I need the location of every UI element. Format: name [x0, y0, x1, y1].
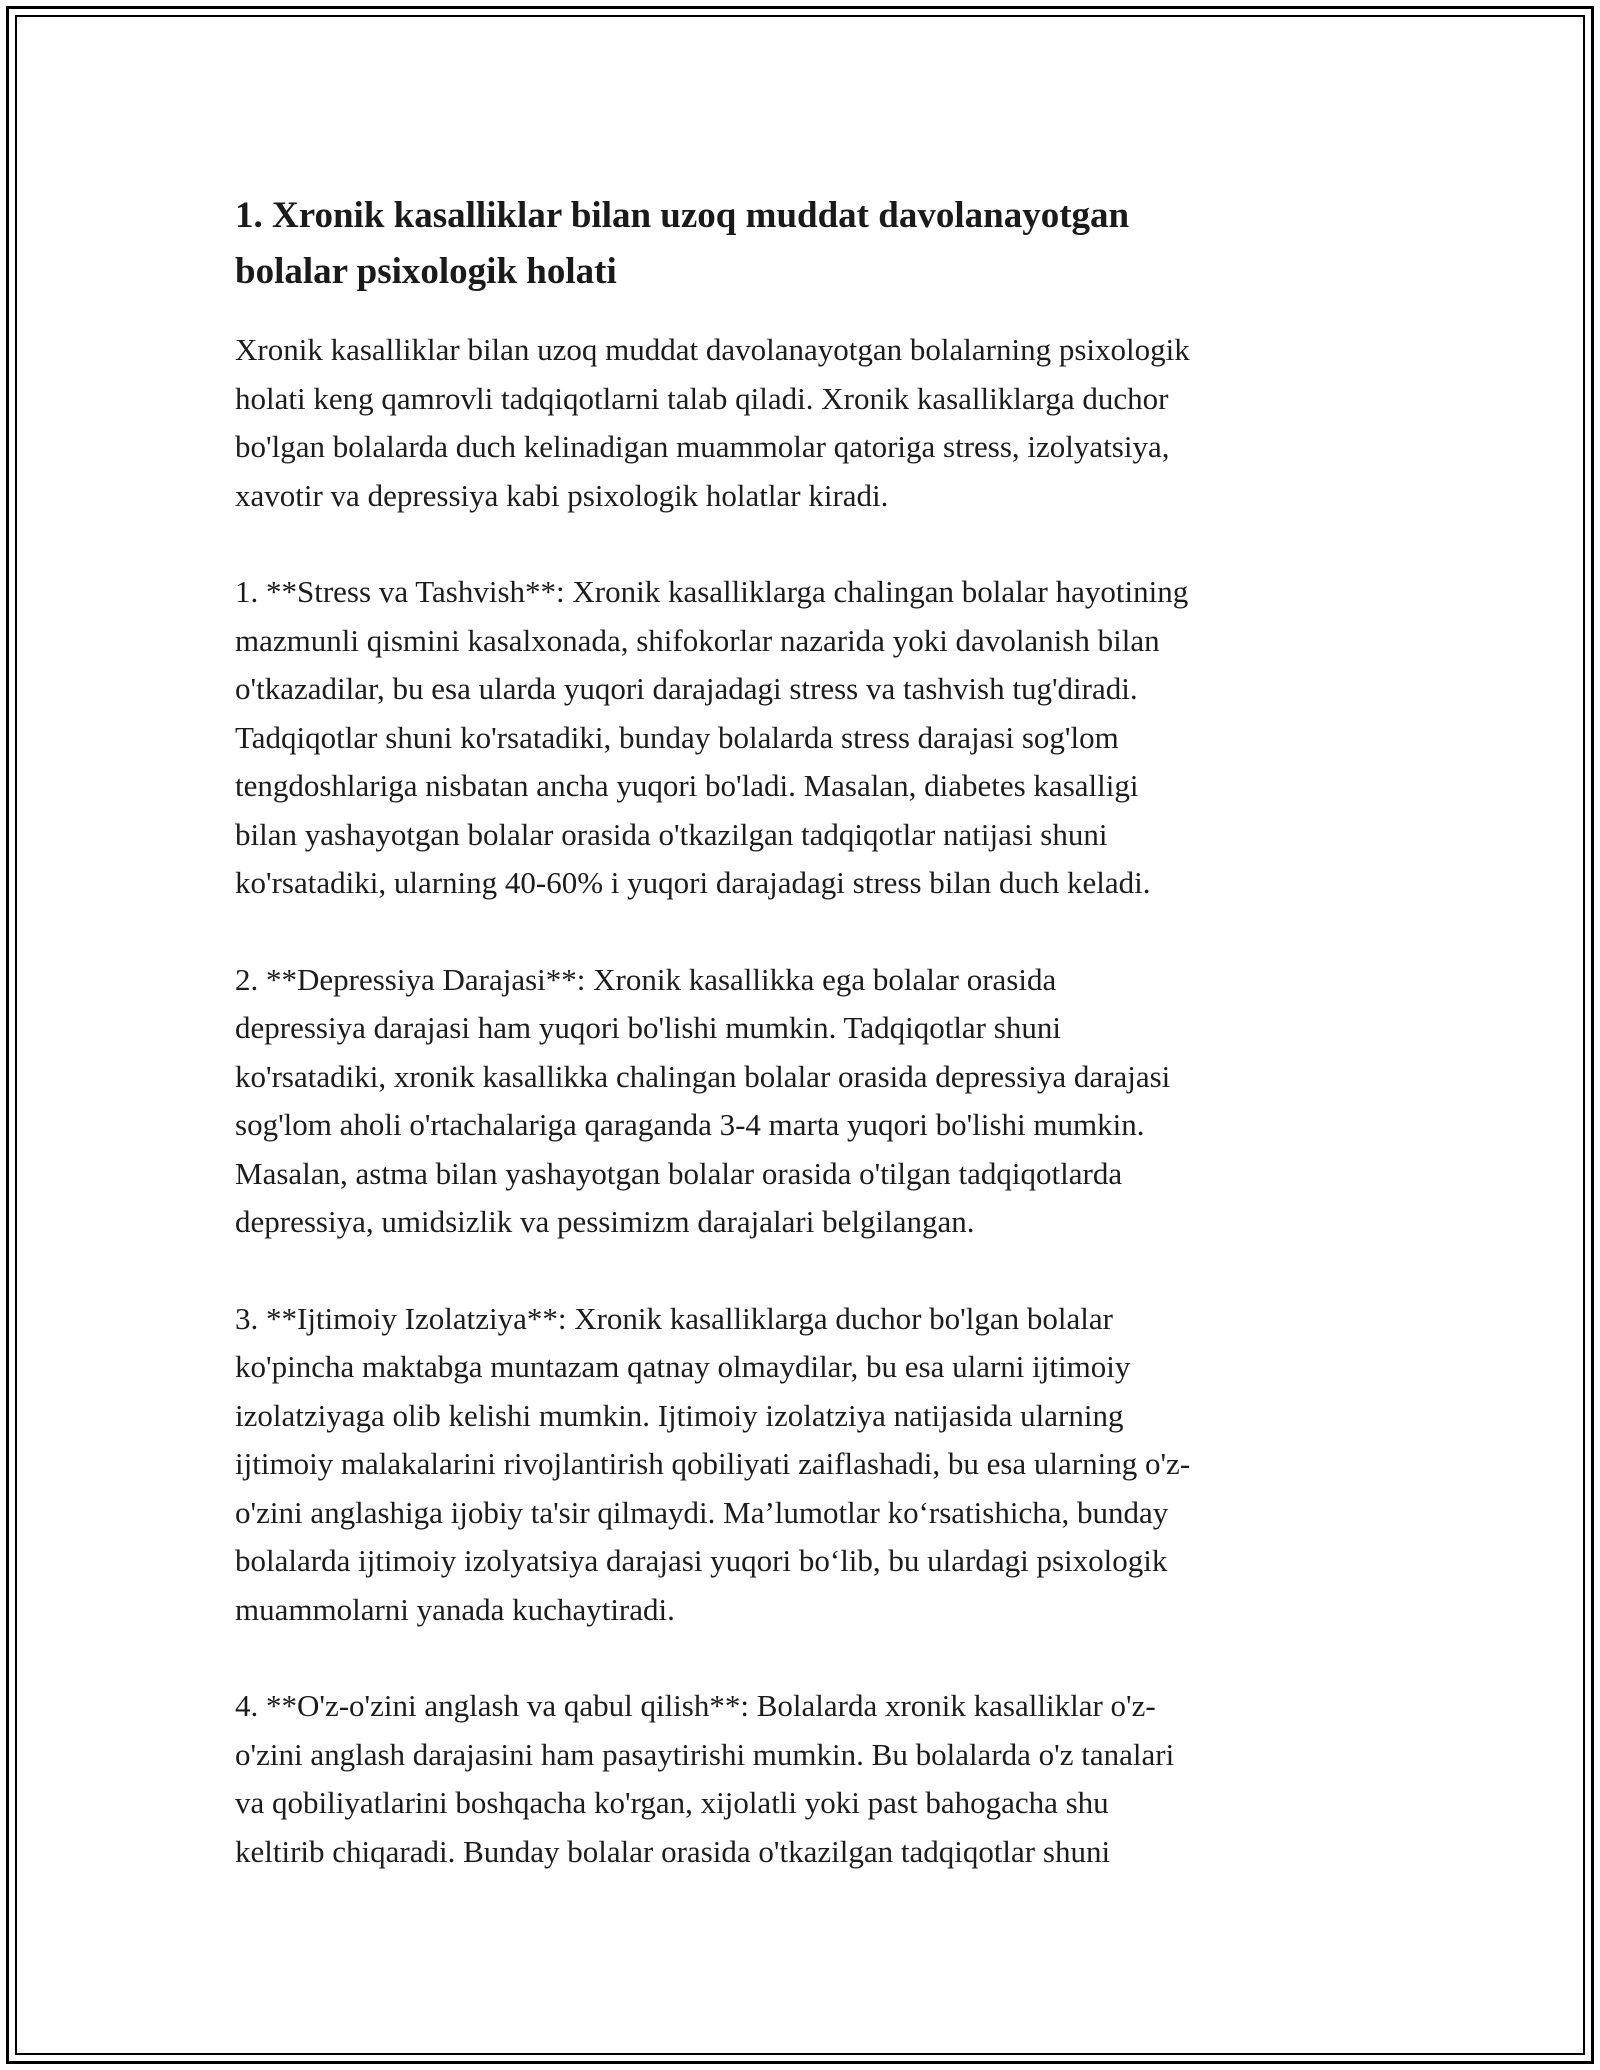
section-heading: 1. Xronik kasalliklar bilan uzoq muddat davolanayotgan bolalar psixologik holati	[235, 195, 1130, 292]
intro-paragraph: Xronik kasalliklar bilan uzoq muddat davolanayotgan bolalarning psixologik holati keng qamrovli tadqiqotlarni talab qiladi. Xronik kasalliklarga duchor bo'lgan bolalarda duch kelinadigan muammolar qatoriga stress, izolyatsiya, xavotir va depressiya kabi psixologik holatlar kiradi.	[235, 332, 1190, 513]
paragraph-stress: 1. **Stress va Tashvish**: Xronik kasalliklarga chalingan bolalar hayotining mazmunli qismini kasalxonada, shifokorlar nazarida yoki davolanish bilan o'tkazadilar, bu esa ularda yuqori darajadagi stress va tashvish tug'diradi. Tadqiqotlar shuni ko'rsatadiki, bunday bolalarda stress darajasi sog'lom tengdoshlariga nisbatan ancha yuqori bo'ladi. Masalan, diabetes kasalligi bilan yashayotgan bolalar orasida o'tkazilgan tadqiqotlar natijasi shuni ko'rsatadiki, ularning 40-60% i yuqori darajadagi stress bilan duch keladi.	[235, 574, 1189, 900]
paragraph-isolation: 3. **Ijtimoiy Izolatziya**: Xronik kasalliklarga duchor bo'lgan bolalar ko'pincha maktabga muntazam qatnay olmaydilar, bu esa ularni ijtimoiy izolatziyaga olib kelishi mumkin. Ijtimoiy izolatziya natijasida ularning ijtimoiy malakalarini rivojlantirish qobiliyati zaiflashadi, bu esa ularning o'z- o'zini anglashiga ijobiy ta'sir qilmaydi. Ma’lumotlar ko‘rsatishicha, bunday bolalarda ijtimoiy izolyatsiya darajasi yuqori bo‘lib, bu ulardagi psixologik muammolarni yanada kuchaytiradi.	[235, 1300, 1191, 1627]
paragraph-self-awareness: 4. **O'z-o'zini anglash va qabul qilish**: Bolalarda xronik kasalliklar o'z- o'zini anglash darajasini ham pasaytirishi mumkin. Bu bolalarda o'z tanalari va qobiliyatlarini boshqacha ko'rgan, xijolatli yoki past bahogacha shu keltirib chiqaradi. Bunday bolalar orasida o'tkazilgan tadqiqotlar shuni	[235, 1688, 1175, 1869]
document-body	[235, 188, 1375, 1924]
paragraph-depression: 2. **Depressiya Darajasi**: Xronik kasallikka ega bolalar orasida depressiya darajasi ham yuqori bo'lishi mumkin. Tadqiqotlar shuni ko'rsatadiki, xronik kasallikka chalingan bolalar orasida depressiya darajasi sog'lom aholi o'rtachalariga qaraganda 3-4 marta yuqori bo'lishi mumkin. Masalan, astma bilan yashayotgan bolalar orasida o'tilgan tadqiqotlarda depressiya, umidsizlik va pessimizm darajalari belgilangan.	[235, 961, 1171, 1239]
